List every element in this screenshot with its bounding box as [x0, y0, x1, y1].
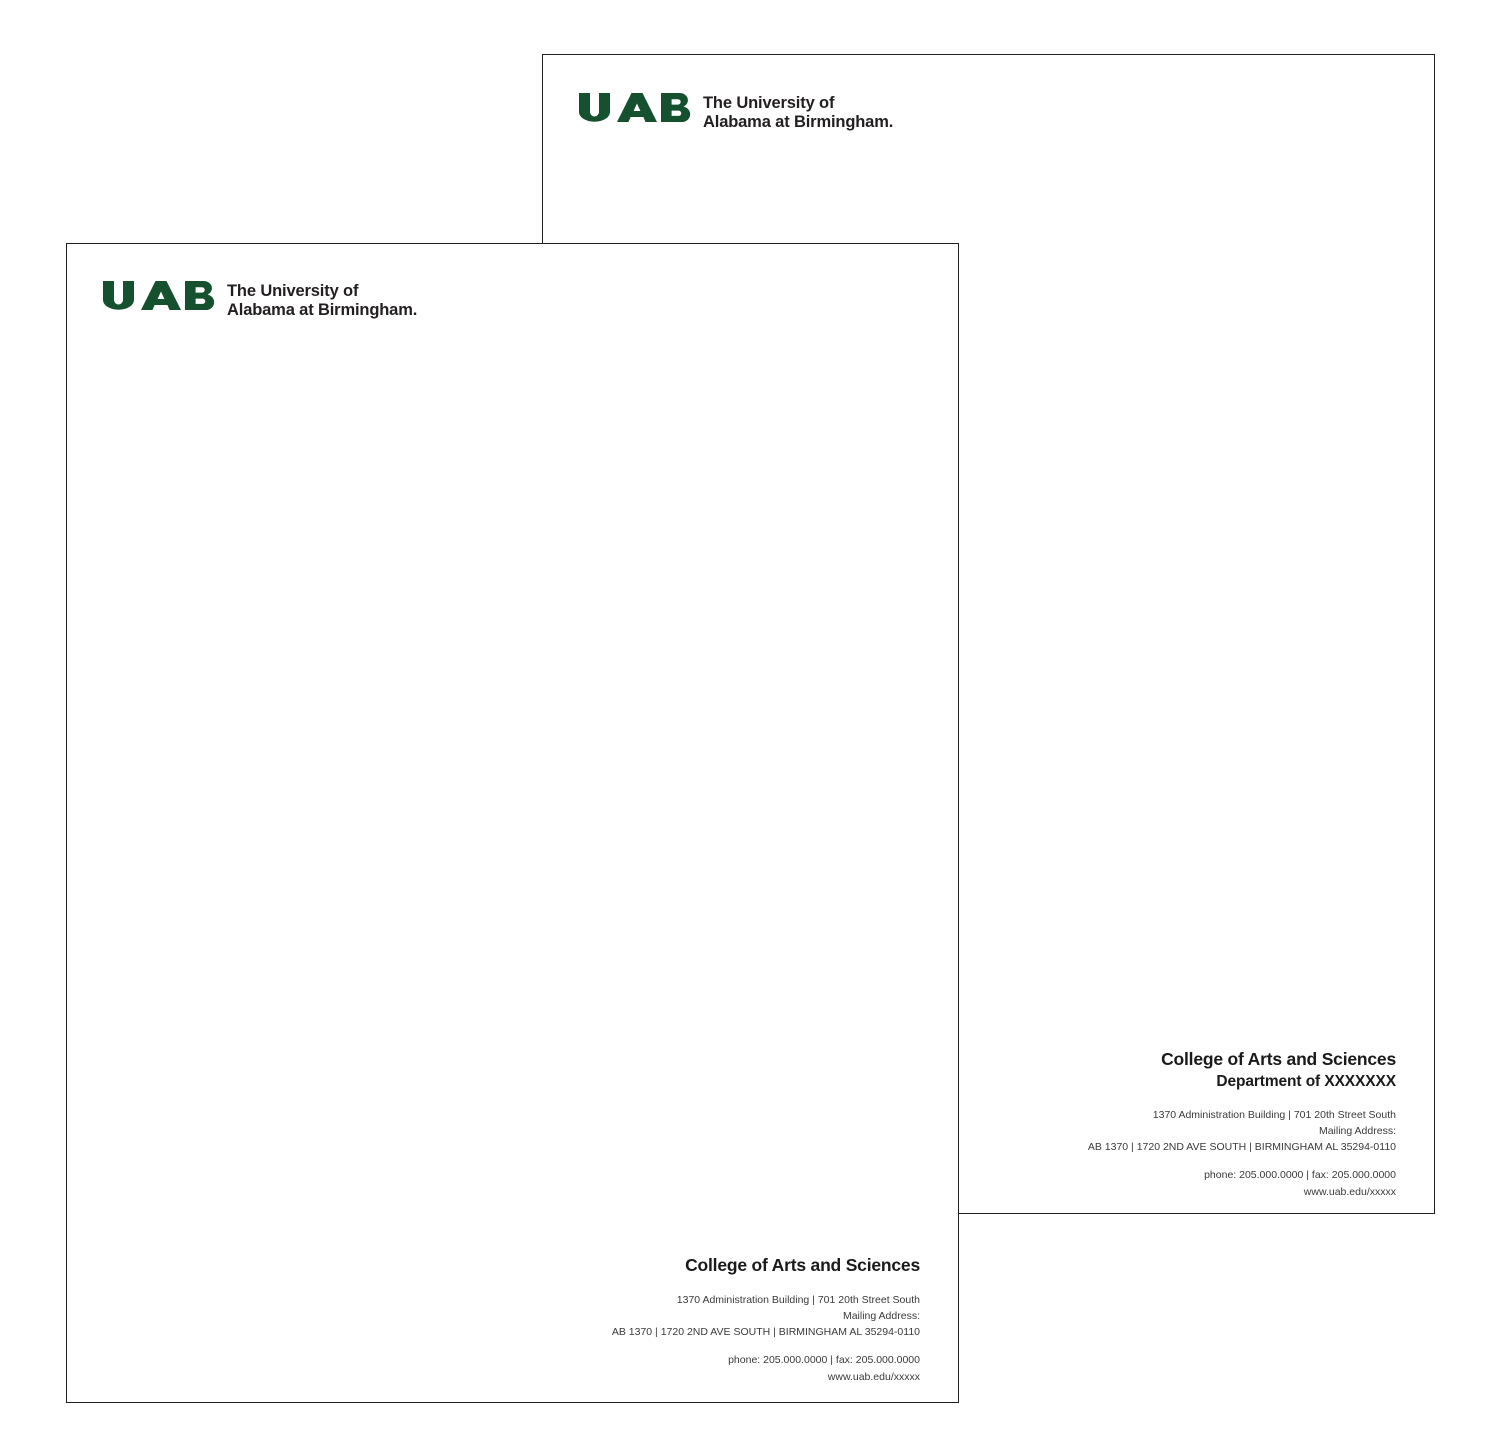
uab-logo-icon — [103, 281, 216, 311]
uab-logo-line1: The University of — [227, 282, 359, 300]
footer-website[interactable]: www.uab.edu/xxxxx — [1303, 1185, 1396, 1198]
footer-block — [612, 1254, 920, 1385]
footer-block — [1088, 1048, 1396, 1200]
uab-logo-icon — [579, 93, 692, 123]
footer-contact — [1088, 1167, 1396, 1200]
footer-address — [612, 1292, 920, 1341]
footer-address-line-3: AB 1370 | 1720 2ND AVE SOUTH | BIRMINGHAM AL 35294-0110 — [1087, 1141, 1396, 1154]
footer-address-line-1: 1370 Administration Building | 701 20th Street South — [676, 1293, 920, 1306]
footer-phone-fax: phone: 205.000.0000 | fax: 205.000.0000 — [728, 1354, 920, 1367]
footer-address — [1088, 1107, 1396, 1156]
uab-logo-wordmark — [703, 93, 893, 133]
footer-address-line-2: Mailing Address: — [842, 1309, 920, 1322]
uab-logo-line2: Alabama at Birmingham. — [703, 113, 894, 132]
uab-logo-line1: The University of — [703, 94, 835, 112]
footer-college-name: College of Arts and Sciences — [1161, 1049, 1396, 1069]
footer-contact — [612, 1352, 920, 1385]
uab-logo-line2: Alabama at Birmingham. — [227, 301, 418, 320]
footer-phone-fax: phone: 205.000.0000 | fax: 205.000.0000 — [1204, 1169, 1396, 1182]
footer-address-line-1: 1370 Administration Building | 701 20th Street South — [1152, 1108, 1396, 1121]
footer-department-name: Department of XXXXXXX — [1216, 1072, 1396, 1090]
letterhead-sheet-front — [66, 243, 959, 1403]
footer-college-name: College of Arts and Sciences — [685, 1255, 920, 1275]
uab-logo-lockup — [579, 93, 893, 133]
footer-address-line-2: Mailing Address: — [1318, 1124, 1396, 1137]
footer-website[interactable]: www.uab.edu/xxxxx — [827, 1370, 920, 1383]
uab-logo-lockup — [103, 281, 417, 321]
uab-logo-wordmark — [227, 281, 417, 321]
footer-address-line-3: AB 1370 | 1720 2ND AVE SOUTH | BIRMINGHAM AL 35294-0110 — [611, 1326, 920, 1339]
